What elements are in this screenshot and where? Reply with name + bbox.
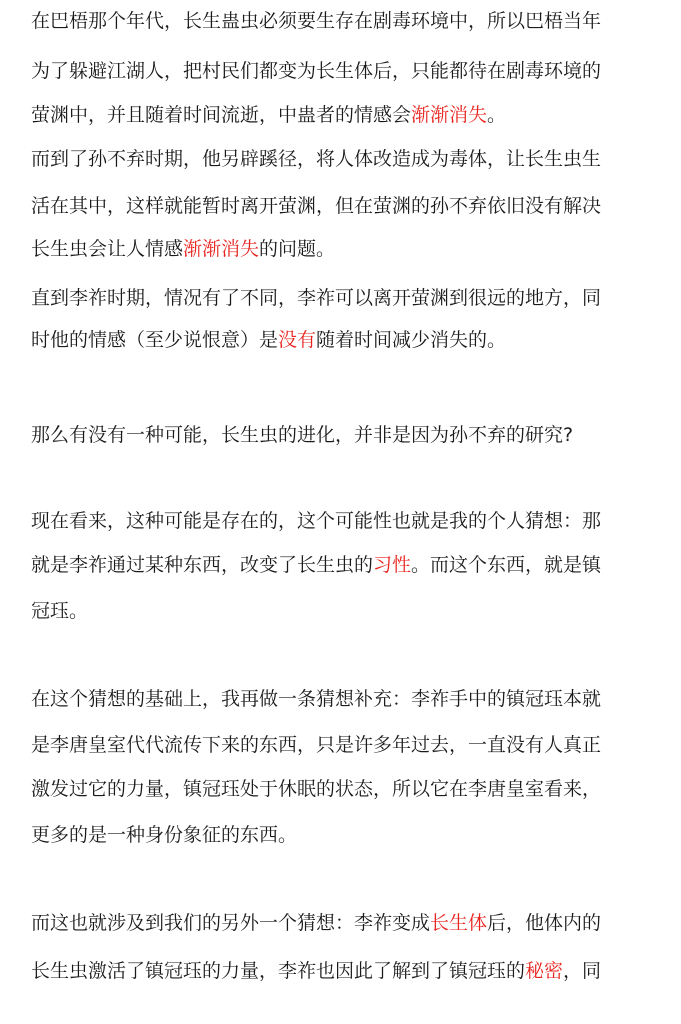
body-text: 随着时间减少消失的。 (316, 329, 507, 351)
paragraph-line (31, 236, 653, 262)
paragraph-line (31, 508, 653, 534)
body-text: 在这个猜想的基础上，我再做一条猜想补充：李祚手中的镇冠珏本就 (31, 688, 602, 710)
body-text: 时他的情感（至少说恨意）是 (31, 329, 279, 351)
highlighted-text: 渐渐消失 (411, 104, 488, 126)
body-text: 萤渊中，并且随着时间流逝，中蛊者的情感会 (31, 104, 412, 126)
body-text: 后，他体内的 (487, 912, 602, 934)
highlighted-text: 秘密 (525, 960, 564, 982)
highlighted-text: 长生体 (430, 912, 488, 934)
body-text: 那么有没有一种可能，长生虫的进化，并非是因为孙不弃的研究? (31, 424, 574, 446)
body-text: 就是李祚通过某种东西，改变了长生虫的 (31, 554, 374, 576)
paragraph-line (31, 552, 653, 578)
body-text: 直到李祚时期，情况有了不同，李祚可以离开萤渊到很远的地方，同 (31, 287, 602, 309)
paragraph-line (31, 598, 653, 624)
paragraph-line (31, 776, 653, 802)
body-text: 激发过它的力量，镇冠珏处于休眠的状态，所以它在李唐皇室看来， (31, 778, 602, 800)
body-text: 是李唐皇室代代流传下来的东西，只是许多年过去，一直没有人真正 (31, 734, 602, 756)
paragraph-line (31, 422, 653, 448)
body-text: ，同 (563, 960, 602, 982)
paragraph-line (31, 193, 653, 219)
body-text: 活在其中，这样就能暂时离开萤渊，但在萤渊的孙不弃依旧没有解决 (31, 195, 602, 217)
paragraph-line (31, 58, 653, 84)
highlighted-text: 渐渐消失 (183, 238, 260, 260)
paragraph-line (31, 732, 653, 758)
body-text: 而到了孙不弃时期，他另辟蹊径，将人体改造成为毒体，让长生虫生 (31, 148, 602, 170)
paragraph-line (31, 8, 653, 34)
body-text: 现在看来，这种可能是存在的，这个可能性也就是我的个人猜想：那 (31, 510, 602, 532)
paragraph-line (31, 686, 653, 712)
paragraph-line (31, 102, 653, 128)
body-text: 。 (487, 104, 507, 126)
paragraph-line (31, 958, 653, 984)
paragraph-line (31, 285, 653, 311)
highlighted-text: 习性 (373, 554, 412, 576)
paragraph-line (31, 146, 653, 172)
body-text: 在巴梧那个年代，长生蛊虫必须要生存在剧毒环境中，所以巴梧当年 (31, 10, 602, 32)
paragraph-line (31, 327, 653, 353)
highlighted-text: 没有 (278, 329, 317, 351)
body-text: 而这也就涉及到我们的另外一个猜想：李祚变成 (31, 912, 431, 934)
body-text: 更多的是一种身份象征的东西。 (31, 824, 298, 846)
paragraph-line (31, 910, 653, 936)
body-text: 。而这个东西，就是镇 (411, 554, 602, 576)
body-text: 为了躲避江湖人，把村民们都变为长生体后，只能都待在剧毒环境的 (31, 60, 602, 82)
body-text: 长生虫会让人情感 (31, 238, 184, 260)
paragraph-line (31, 822, 653, 848)
body-text: 长生虫激活了镇冠珏的力量，李祚也因此了解到了镇冠珏的 (31, 960, 526, 982)
body-text: 的问题。 (259, 238, 336, 260)
body-text: 冠珏。 (31, 600, 89, 622)
